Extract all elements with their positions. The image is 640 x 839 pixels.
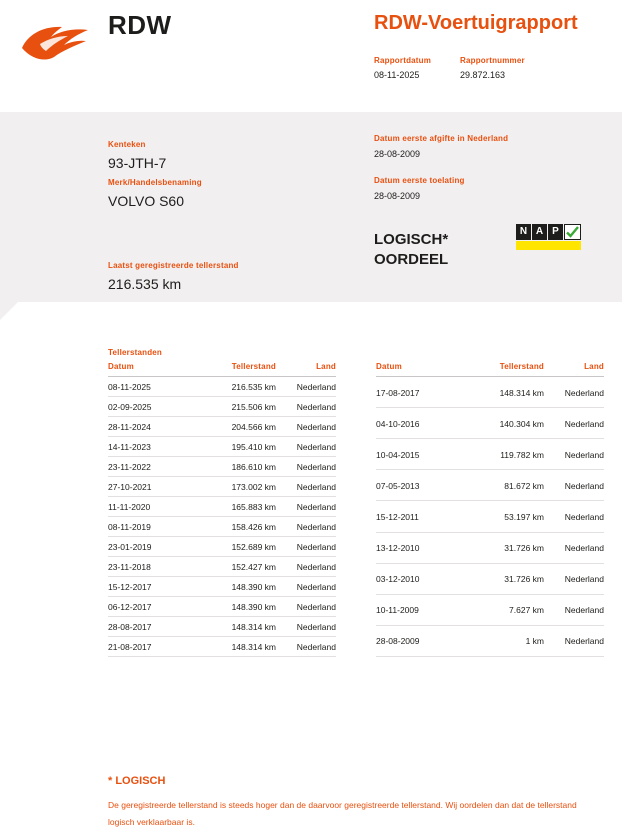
- column-header-country: Land: [544, 362, 604, 377]
- cell-odometer: 148.314 km: [192, 617, 276, 637]
- field-merk-value: VOLVO S60: [108, 193, 185, 209]
- cell-country: Nederland: [544, 439, 604, 470]
- cell-country: Nederland: [544, 377, 604, 408]
- column-header-odometer: Tellerstand: [192, 362, 276, 377]
- field-merk-label: Merk/Handelsbenaming: [108, 178, 202, 187]
- table-row: [108, 377, 336, 397]
- meta-report-number: [460, 56, 546, 80]
- cell-odometer: 119.782 km: [460, 439, 544, 470]
- cell-odometer: 195.410 km: [192, 437, 276, 457]
- cell-odometer: 158.426 km: [192, 517, 276, 537]
- cell-odometer: 148.390 km: [192, 577, 276, 597]
- table-row: [376, 377, 604, 408]
- table-row: [376, 501, 604, 532]
- table-row: [376, 594, 604, 625]
- cell-odometer: 140.304 km: [460, 408, 544, 439]
- cell-odometer: 31.726 km: [460, 532, 544, 563]
- field-first-registration-nl-label: Datum eerste afgifte in Nederland: [374, 134, 509, 143]
- table-row: [376, 563, 604, 594]
- cell-country: Nederland: [276, 497, 336, 517]
- table-row: [108, 557, 336, 577]
- cell-country: Nederland: [276, 397, 336, 417]
- panel-corner-fold: [0, 302, 18, 320]
- table-header-row: [108, 362, 336, 377]
- cell-country: Nederland: [276, 437, 336, 457]
- field-first-admission-value: 28-08-2009: [374, 191, 421, 201]
- column-header-odometer: Tellerstand: [460, 362, 544, 377]
- footnote-title: * LOGISCH: [108, 775, 166, 787]
- meta-report-date: [374, 56, 460, 80]
- table-header-row: [376, 362, 604, 377]
- cell-country: Nederland: [276, 637, 336, 657]
- odometer-tables: [108, 362, 604, 657]
- cell-date: 10-04-2015: [376, 439, 460, 470]
- nap-yellow-bar: [516, 241, 581, 250]
- cell-country: Nederland: [544, 532, 604, 563]
- cell-country: Nederland: [276, 597, 336, 617]
- brand-title: RDW: [108, 10, 172, 40]
- cell-country: Nederland: [276, 477, 336, 497]
- table-row: [108, 597, 336, 617]
- footnote-block: [108, 775, 578, 831]
- cell-date: 15-12-2017: [108, 577, 192, 597]
- table-row: [376, 439, 604, 470]
- cell-date: 11-11-2020: [108, 497, 192, 517]
- table-row: [108, 437, 336, 457]
- cell-date: 13-12-2010: [376, 532, 460, 563]
- cell-odometer: 148.390 km: [192, 597, 276, 617]
- field-last-odometer-label: Laatst geregistreerde tellerstand: [108, 261, 239, 270]
- cell-odometer: 215.506 km: [192, 397, 276, 417]
- cell-date: 10-11-2009: [376, 594, 460, 625]
- odometer-table-left: [108, 362, 336, 657]
- field-kenteken-label: Kenteken: [108, 140, 146, 149]
- cell-country: Nederland: [544, 501, 604, 532]
- verdict-text: [374, 230, 448, 270]
- cell-odometer: 173.002 km: [192, 477, 276, 497]
- column-header-date: Datum: [108, 362, 192, 377]
- cell-country: Nederland: [276, 577, 336, 597]
- nap-letter-n: N: [516, 224, 531, 240]
- field-kenteken: [108, 140, 166, 171]
- cell-country: Nederland: [544, 563, 604, 594]
- field-first-registration-nl-value: 28-08-2009: [374, 149, 421, 159]
- table-row: [108, 637, 336, 657]
- cell-odometer: 148.314 km: [192, 637, 276, 657]
- table-row: [108, 497, 336, 517]
- cell-country: Nederland: [276, 557, 336, 577]
- cell-odometer: 1 km: [460, 625, 544, 656]
- nap-letter-a: A: [532, 224, 547, 240]
- cell-odometer: 152.427 km: [192, 557, 276, 577]
- cell-odometer: 7.627 km: [460, 594, 544, 625]
- cell-country: Nederland: [276, 417, 336, 437]
- cell-odometer: 165.883 km: [192, 497, 276, 517]
- cell-date: 28-08-2009: [376, 625, 460, 656]
- table-row: [108, 417, 336, 437]
- table-row: [108, 617, 336, 637]
- cell-date: 27-10-2021: [108, 477, 192, 497]
- cell-date: 08-11-2019: [108, 517, 192, 537]
- cell-date: 04-10-2016: [376, 408, 460, 439]
- odometer-section-title: Tellerstanden: [108, 348, 163, 357]
- meta-report-date-label: Rapportdatum: [374, 56, 432, 65]
- cell-country: Nederland: [276, 517, 336, 537]
- cell-country: Nederland: [276, 377, 336, 397]
- report-meta: [374, 56, 546, 80]
- meta-report-number-value: 29.872.163: [460, 70, 506, 80]
- cell-country: Nederland: [544, 625, 604, 656]
- cell-date: 23-11-2022: [108, 457, 192, 477]
- cell-date: 28-08-2017: [108, 617, 192, 637]
- cell-country: Nederland: [276, 617, 336, 637]
- cell-odometer: 53.197 km: [460, 501, 544, 532]
- cell-date: 03-12-2010: [376, 563, 460, 594]
- cell-odometer: 216.535 km: [192, 377, 276, 397]
- odometer-table-right: [376, 362, 604, 657]
- column-header-date: Datum: [376, 362, 460, 377]
- cell-date: 17-08-2017: [376, 377, 460, 408]
- table-row: [108, 397, 336, 417]
- field-first-admission: [374, 176, 465, 201]
- vehicle-summary-panel: [0, 112, 622, 302]
- table-row: [376, 532, 604, 563]
- cell-country: Nederland: [276, 457, 336, 477]
- field-first-registration-nl: [374, 134, 508, 159]
- cell-odometer: 204.566 km: [192, 417, 276, 437]
- table-row: [108, 457, 336, 477]
- field-kenteken-value: 93-JTH-7: [108, 155, 167, 171]
- report-header: [0, 0, 640, 110]
- nap-letter-p: P: [548, 224, 563, 240]
- cell-odometer: 31.726 km: [460, 563, 544, 594]
- report-title: RDW-Voertuigrapport: [374, 12, 578, 34]
- rdw-bird-logo-icon: [18, 18, 98, 66]
- cell-country: Nederland: [276, 537, 336, 557]
- cell-date: 15-12-2011: [376, 501, 460, 532]
- cell-date: 08-11-2025: [108, 377, 192, 397]
- nap-badge: [516, 224, 580, 254]
- cell-date: 02-09-2025: [108, 397, 192, 417]
- checkmark-icon: [564, 224, 581, 240]
- cell-country: Nederland: [544, 408, 604, 439]
- cell-date: 23-01-2019: [108, 537, 192, 557]
- meta-report-number-label: Rapportnummer: [460, 56, 525, 65]
- meta-report-date-value: 08-11-2025: [374, 70, 420, 80]
- table-row: [376, 470, 604, 501]
- field-last-odometer: [108, 261, 239, 292]
- cell-odometer: 186.610 km: [192, 457, 276, 477]
- table-row: [108, 537, 336, 557]
- table-row: [108, 517, 336, 537]
- table-row: [108, 577, 336, 597]
- verdict-line-2: OORDEEL: [374, 251, 449, 268]
- table-row: [376, 408, 604, 439]
- cell-date: 21-08-2017: [108, 637, 192, 657]
- field-last-odometer-value: 216.535 km: [108, 276, 182, 292]
- cell-date: 07-05-2013: [376, 470, 460, 501]
- column-header-country: Land: [276, 362, 336, 377]
- cell-date: 06-12-2017: [108, 597, 192, 617]
- cell-date: 14-11-2023: [108, 437, 192, 457]
- verdict-line-1: LOGISCH*: [374, 231, 449, 248]
- cell-odometer: 152.689 km: [192, 537, 276, 557]
- cell-odometer: 81.672 km: [460, 470, 544, 501]
- cell-country: Nederland: [544, 470, 604, 501]
- cell-odometer: 148.314 km: [460, 377, 544, 408]
- cell-date: 28-11-2024: [108, 417, 192, 437]
- footnote-text: De geregistreerde tellerstand is steeds hoger dan de daarvoor geregistreerde tellerstand. Wij oordelen dan dat de tellerstand logisch verklaarbaar is.: [108, 800, 577, 827]
- cell-date: 23-11-2018: [108, 557, 192, 577]
- field-first-admission-label: Datum eerste toelating: [374, 176, 465, 185]
- cell-country: Nederland: [544, 594, 604, 625]
- table-row: [108, 477, 336, 497]
- table-row: [376, 625, 604, 656]
- field-merk: [108, 178, 202, 209]
